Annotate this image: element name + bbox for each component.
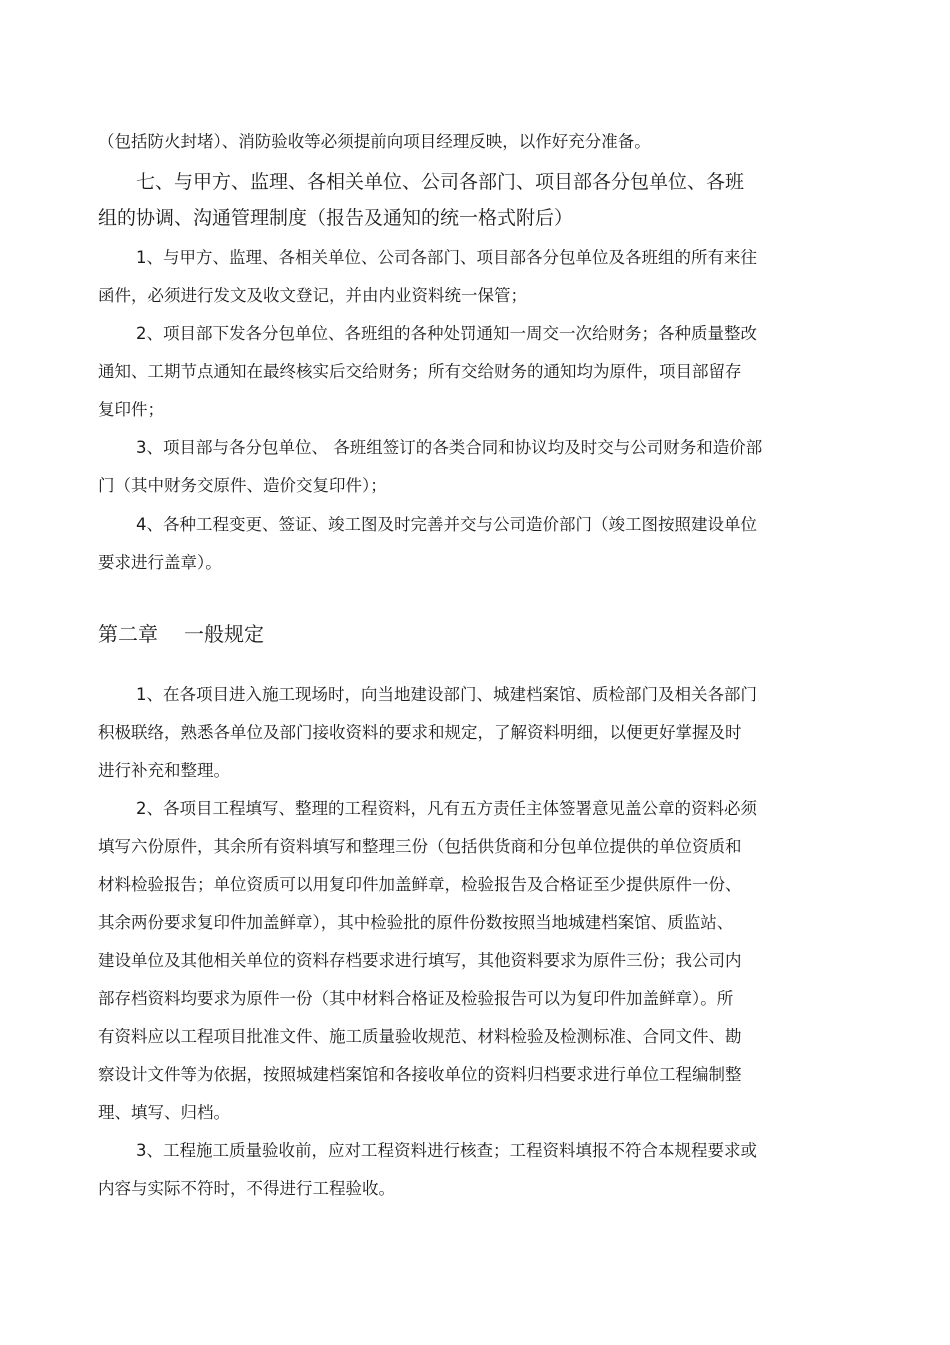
chapter-number: 第二章 xyxy=(98,622,158,646)
paragraph-line: 门（其中财务交原件、造价交复印件）； xyxy=(98,476,387,495)
section-heading-line: 七、与甲方、监理、各相关单位、公司各部门、项目部各分包单位、各班 xyxy=(136,171,745,193)
paragraph-line: 内容与实际不符时，不得进行工程验收。 xyxy=(98,1179,395,1198)
paragraph-line: 4、各种工程变更、签证、竣工图及时完善并交与公司造价部门（竣工图按照建设单位 xyxy=(136,515,757,534)
paragraph-line: 2、项目部下发各分包单位、各班组的各种处罚通知一周交一次给财务；各种质量整改 xyxy=(136,324,757,343)
chapter-title: 一般规定 xyxy=(184,622,264,646)
paragraph-line: 进行补充和整理。 xyxy=(98,761,230,780)
chapter-heading xyxy=(98,620,264,648)
paragraph-line: 填写六份原件，其余所有资料填写和整理三份（包括供货商和分包单位提供的单位资质和 xyxy=(98,837,742,856)
section-heading-line: 组的协调、沟通管理制度（报告及通知的统一格式附后） xyxy=(98,207,574,229)
paragraph-line: 2、各项目工程填写、整理的工程资料，凡有五方责任主体签署意见盖公章的资料必须 xyxy=(136,799,757,818)
paragraph-line: 1、在各项目进入施工现场时，向当地建设部门、城建档案馆、质检部门及相关各部门 xyxy=(136,685,757,704)
paragraph-line: 建设单位及其他相关单位的资料存档要求进行填写，其他资料要求为原件三份；我公司内 xyxy=(98,951,742,970)
paragraph-line: 通知、工期节点通知在最终核实后交给财务；所有交给财务的通知均为原件，项目部留存 xyxy=(98,362,742,381)
paragraph-line: 有资料应以工程项目批准文件、施工质量验收规范、材料检验及检测标准、合同文件、勘 xyxy=(98,1027,742,1046)
paragraph-line: 积极联络，熟悉各单位及部门接收资料的要求和规定，了解资料明细，以便更好掌握及时 xyxy=(98,723,742,742)
paragraph-line: 部存档资料均要求为原件一份（其中材料合格证及检验报告可以为复印件加盖鲜章）。所 xyxy=(98,989,734,1008)
intro-line: （包括防火封堵）、消防验收等必须提前向项目经理反映，以作好充分准备。 xyxy=(98,132,651,151)
paragraph-line: 要求进行盖章）。 xyxy=(98,553,222,572)
paragraph-line: 复印件； xyxy=(98,400,164,419)
paragraph-line: 材料检验报告；单位资质可以用复印件加盖鲜章，检验报告及合格证至少提供原件一份、 xyxy=(98,875,742,894)
paragraph-line: 其余两份要求复印件加盖鲜章），其中检验批的原件份数按照当地城建档案馆、质监站、 xyxy=(98,913,734,932)
paragraph-line: 3、工程施工质量验收前，应对工程资料进行核查；工程资料填报不符合本规程要求或 xyxy=(136,1141,757,1160)
paragraph-line: 3、项目部与各分包单位、 各班组签订的各类合同和协议均及时交与公司财务和造价部 xyxy=(136,438,763,457)
paragraph-line: 理、填写、归档。 xyxy=(98,1103,230,1122)
paragraph-line: 1、与甲方、监理、各相关单位、公司各部门、项目部各分包单位及各班组的所有来往 xyxy=(136,248,757,267)
paragraph-line: 函件，必须进行发文及收文登记，并由内业资料统一保管； xyxy=(98,286,527,305)
paragraph-line: 察设计文件等为依据，按照城建档案馆和各接收单位的资料归档要求进行单位工程编制整 xyxy=(98,1065,742,1084)
